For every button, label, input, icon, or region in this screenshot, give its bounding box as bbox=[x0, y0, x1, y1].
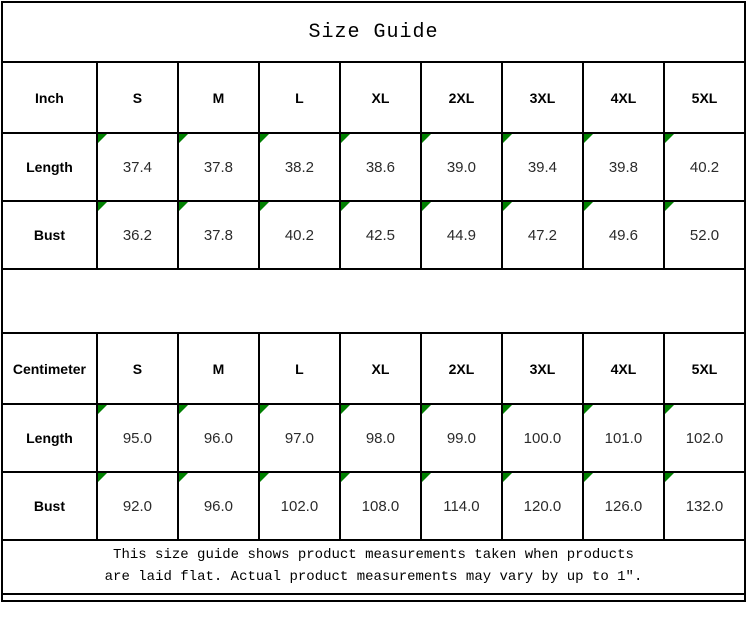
value-text: 96.0 bbox=[203, 429, 234, 447]
cell-flag-icon bbox=[98, 405, 107, 414]
size-col-header-2xl: 2XL bbox=[421, 62, 502, 133]
value-text: 37.8 bbox=[203, 226, 234, 244]
cell-flag-icon bbox=[341, 473, 350, 482]
cell-flag-icon bbox=[584, 405, 593, 414]
value-cell bbox=[259, 404, 340, 472]
value-text: 36.2 bbox=[122, 226, 153, 244]
row-label-length: Length bbox=[2, 133, 97, 201]
value-text: 102.0 bbox=[280, 497, 319, 515]
value-cell bbox=[502, 472, 583, 540]
value-text: 39.0 bbox=[446, 158, 477, 176]
value-text: 52.0 bbox=[689, 226, 720, 244]
value-cell bbox=[178, 472, 259, 540]
value-cell bbox=[583, 201, 664, 269]
value-cell bbox=[340, 133, 421, 201]
value-cell bbox=[97, 201, 178, 269]
cell-flag-icon bbox=[584, 473, 593, 482]
cell-flag-icon bbox=[341, 134, 350, 143]
value-cell bbox=[664, 404, 745, 472]
unit-header-inch: Inch bbox=[2, 62, 97, 133]
size-col-header-l: L bbox=[259, 62, 340, 133]
value-text: 132.0 bbox=[685, 497, 724, 515]
value-text: 39.8 bbox=[608, 158, 639, 176]
cell-flag-icon bbox=[665, 134, 674, 143]
value-text: 95.0 bbox=[122, 429, 153, 447]
size-col-header-m: M bbox=[178, 62, 259, 133]
value-text: 49.6 bbox=[608, 226, 639, 244]
size-col-header-4xl: 4XL bbox=[583, 62, 664, 133]
cell-flag-icon bbox=[503, 134, 512, 143]
cell-flag-icon bbox=[503, 473, 512, 482]
value-text: 44.9 bbox=[446, 226, 477, 244]
size-col-header-xl: XL bbox=[340, 333, 421, 404]
size-col-header-5xl: 5XL bbox=[664, 62, 745, 133]
value-text: 102.0 bbox=[685, 429, 724, 447]
value-text: 108.0 bbox=[361, 497, 400, 515]
value-cell bbox=[97, 133, 178, 201]
value-cell bbox=[178, 404, 259, 472]
cell-flag-icon bbox=[341, 202, 350, 211]
value-text: 97.0 bbox=[284, 429, 315, 447]
cell-flag-icon bbox=[179, 134, 188, 143]
value-cell bbox=[664, 133, 745, 201]
cell-flag-icon bbox=[98, 134, 107, 143]
value-cell bbox=[502, 133, 583, 201]
cell-flag-icon bbox=[260, 202, 269, 211]
value-text: 40.2 bbox=[689, 158, 720, 176]
cell-flag-icon bbox=[503, 405, 512, 414]
value-cell bbox=[97, 472, 178, 540]
value-text: 99.0 bbox=[446, 429, 477, 447]
cell-flag-icon bbox=[665, 473, 674, 482]
value-text: 126.0 bbox=[604, 497, 643, 515]
value-text: 114.0 bbox=[443, 497, 480, 515]
value-cell bbox=[259, 133, 340, 201]
size-col-header-3xl: 3XL bbox=[502, 333, 583, 404]
cell-flag-icon bbox=[260, 134, 269, 143]
table-row-length-inch bbox=[2, 133, 745, 201]
value-cell bbox=[340, 201, 421, 269]
footnote-cell bbox=[2, 540, 745, 594]
value-cell bbox=[421, 133, 502, 201]
value-cell bbox=[583, 133, 664, 201]
value-cell bbox=[583, 472, 664, 540]
size-col-header-s: S bbox=[97, 62, 178, 133]
value-text: 101.0 bbox=[604, 429, 643, 447]
cell-flag-icon bbox=[665, 202, 674, 211]
value-text: 98.0 bbox=[365, 429, 396, 447]
value-cell bbox=[421, 472, 502, 540]
value-cell bbox=[178, 133, 259, 201]
value-cell bbox=[502, 201, 583, 269]
cell-flag-icon bbox=[260, 405, 269, 414]
value-cell bbox=[97, 404, 178, 472]
bottom-spacer-row bbox=[2, 594, 745, 601]
value-cell bbox=[259, 201, 340, 269]
value-cell bbox=[421, 404, 502, 472]
value-text: 120.0 bbox=[523, 497, 562, 515]
row-label-bust: Bust bbox=[2, 472, 97, 540]
row-label-bust: Bust bbox=[2, 201, 97, 269]
cell-flag-icon bbox=[98, 202, 107, 211]
value-cell bbox=[340, 404, 421, 472]
size-col-header-2xl: 2XL bbox=[421, 333, 502, 404]
unit-header-centimeter: Centimeter bbox=[2, 333, 97, 404]
table-row-bust-cm bbox=[2, 472, 745, 540]
value-text: 96.0 bbox=[203, 497, 234, 515]
size-col-header-5xl: 5XL bbox=[664, 333, 745, 404]
size-col-header-l: L bbox=[259, 333, 340, 404]
cell-flag-icon bbox=[422, 134, 431, 143]
value-cell bbox=[664, 472, 745, 540]
cell-flag-icon bbox=[503, 202, 512, 211]
value-cell bbox=[502, 404, 583, 472]
row-label-length: Length bbox=[2, 404, 97, 472]
cell-flag-icon bbox=[584, 134, 593, 143]
table-row-length-cm bbox=[2, 404, 745, 472]
size-col-header-m: M bbox=[178, 333, 259, 404]
cell-flag-icon bbox=[422, 202, 431, 211]
cell-flag-icon bbox=[422, 405, 431, 414]
footnote-line-2: are laid flat. Actual product measurements may vary by up to 1″. bbox=[104, 569, 643, 585]
size-col-header-4xl: 4XL bbox=[583, 333, 664, 404]
value-cell bbox=[340, 472, 421, 540]
cell-flag-icon bbox=[179, 202, 188, 211]
page-title: Size Guide bbox=[308, 20, 439, 44]
value-text: 92.0 bbox=[122, 497, 153, 515]
cell-flag-icon bbox=[422, 473, 431, 482]
value-text: 37.4 bbox=[122, 158, 153, 176]
cell-flag-icon bbox=[179, 473, 188, 482]
cell-flag-icon bbox=[98, 473, 107, 482]
cell-flag-icon bbox=[341, 405, 350, 414]
value-text: 38.2 bbox=[284, 158, 315, 176]
value-cell bbox=[421, 201, 502, 269]
table-row-bust-inch bbox=[2, 201, 745, 269]
cell-flag-icon bbox=[584, 202, 593, 211]
cell-flag-icon bbox=[665, 405, 674, 414]
value-text: 37.8 bbox=[203, 158, 234, 176]
value-text: 47.2 bbox=[527, 226, 558, 244]
spacer-row bbox=[2, 269, 745, 333]
value-text: 100.0 bbox=[523, 429, 562, 447]
value-text: 39.4 bbox=[527, 158, 558, 176]
value-cell bbox=[583, 404, 664, 472]
value-cell bbox=[259, 472, 340, 540]
title-cell bbox=[2, 2, 745, 62]
cell-flag-icon bbox=[260, 473, 269, 482]
value-text: 40.2 bbox=[284, 226, 315, 244]
footnote-line-1: This size guide shows product measurements taken when products bbox=[113, 547, 634, 564]
value-text: 42.5 bbox=[365, 226, 396, 244]
size-col-header-3xl: 3XL bbox=[502, 62, 583, 133]
value-cell bbox=[664, 201, 745, 269]
value-cell bbox=[178, 201, 259, 269]
value-text: 38.6 bbox=[365, 158, 396, 176]
size-guide-table bbox=[1, 1, 746, 602]
size-col-header-s: S bbox=[97, 333, 178, 404]
cell-flag-icon bbox=[179, 405, 188, 414]
size-col-header-xl: XL bbox=[340, 62, 421, 133]
